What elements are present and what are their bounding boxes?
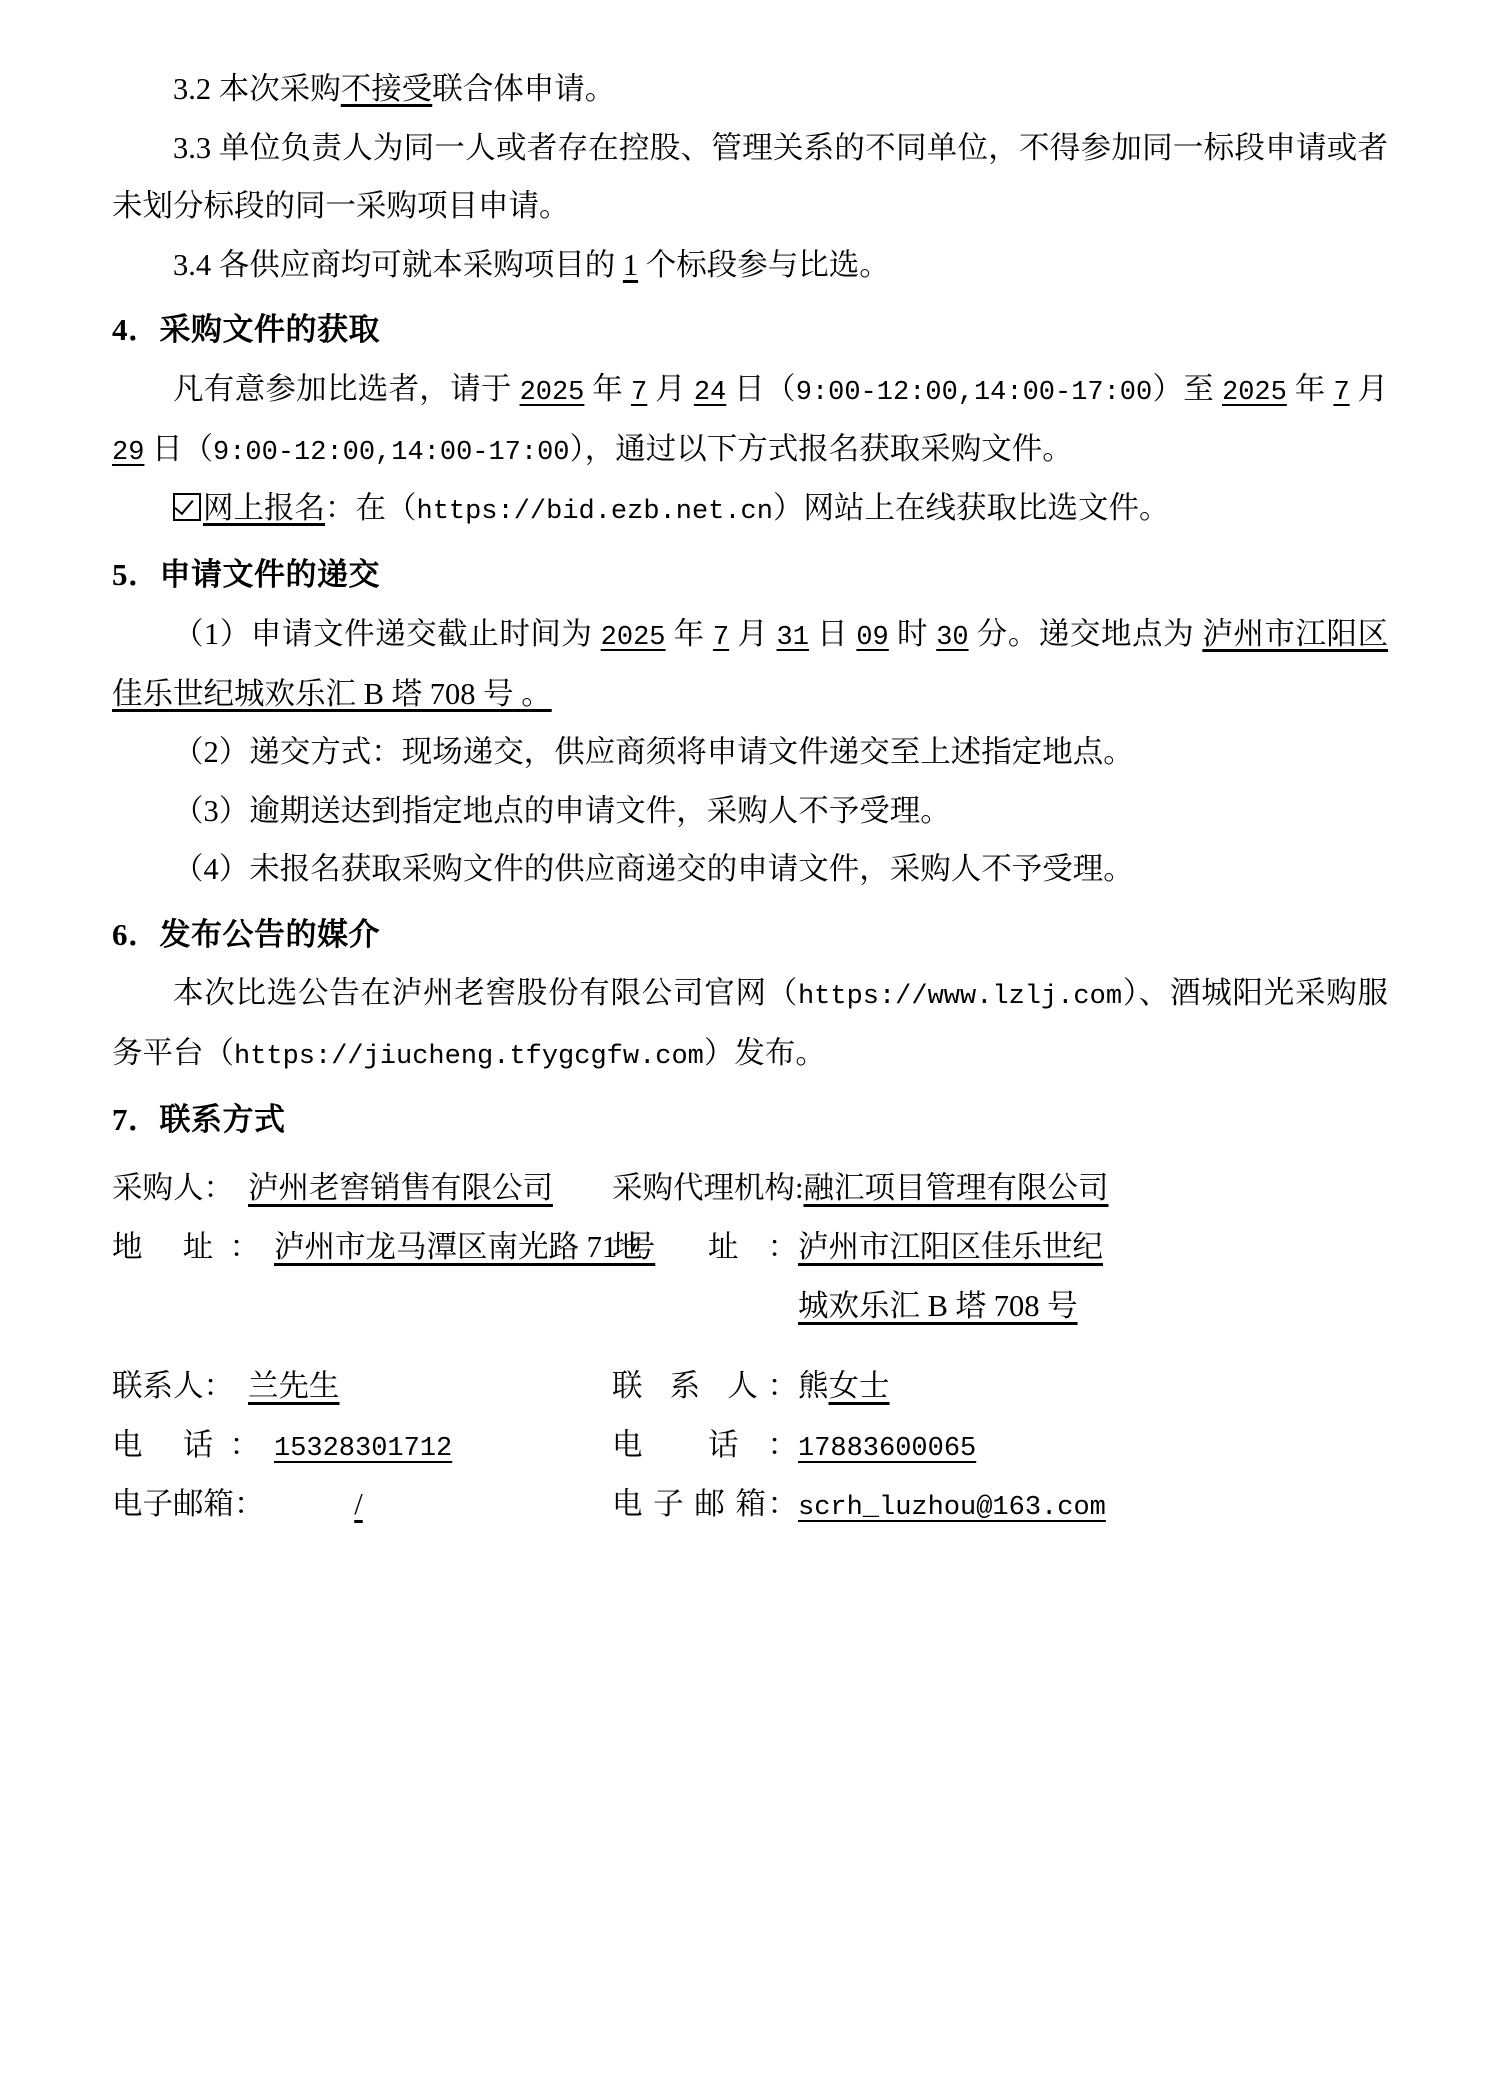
purchaser-email-label: 电子邮箱： [112, 1487, 265, 1522]
purchaser-address-value: 泸州市龙马潭区南光路 71 号 [274, 1229, 656, 1264]
section-7-heading: 7．联系方式 [112, 1101, 286, 1137]
contact-row-organization [112, 1159, 1388, 1218]
clause-3-3 [112, 119, 1388, 236]
contact-row-phone [112, 1416, 1388, 1476]
purchaser-email-field [112, 1475, 612, 1535]
deadline-year: 2025 [600, 622, 666, 653]
clause-3-3-number: 3.3 [173, 130, 212, 165]
agency-phone-label: 电 话： [612, 1427, 798, 1462]
s6-b: ）、酒城阳光采购服务平台（ [112, 976, 1389, 1071]
purchaser-value: 泸州老窖销售有限公司 [248, 1171, 553, 1206]
s4-p1-d: 日（ [726, 371, 796, 406]
s5-i1-f: 分。递交地点为 [968, 616, 1203, 651]
clause-3-2-number: 3.2 [173, 72, 212, 106]
clause-3-4-underline: 1 [622, 247, 639, 282]
contact-row-address [112, 1218, 1388, 1277]
agency-address-label: 地 址： [612, 1229, 798, 1264]
s4-start-hours: 9:00-12:00,14:00-17:00 [795, 377, 1153, 408]
section-5-heading: 5．申请文件的递交 [112, 557, 380, 593]
s4-end-year: 2025 [1222, 377, 1287, 408]
section-5-item-2: （2）递交方式：现场递交，供应商须将申请文件递交至上述指定地点。 [173, 735, 1134, 770]
contact-block [112, 1159, 1388, 1535]
purchaser-contact-label: 联系人： [112, 1369, 234, 1404]
s4-end-month: 7 [1333, 377, 1350, 408]
s4-p2-a: ：在（ [325, 491, 417, 526]
purchaser-address-label: 地 址： [112, 1229, 260, 1264]
agency-address-line2 [612, 1277, 1388, 1336]
section-5-item-1 [112, 605, 1388, 723]
platform-url: https://jiucheng.tfygcgfw.com [234, 1042, 704, 1073]
clause-3-2-text-after: 联合体申请。 [432, 72, 616, 106]
deadline-hour: 09 [856, 622, 889, 653]
clause-3-4-number: 3.4 [173, 247, 212, 282]
deadline-minute: 30 [936, 622, 969, 653]
agency-value: 融汇项目管理有限公司 [803, 1171, 1109, 1206]
section-5-item-3: （3）逾期送达到指定地点的申请文件，采购人不予受理。 [173, 793, 951, 828]
online-registration-label: 网上报名 [203, 491, 325, 526]
purchaser-phone-field [112, 1416, 612, 1476]
agency-contact-label: 联 系 人： [612, 1369, 798, 1404]
contact-row-address-continued [112, 1277, 1388, 1336]
checkbox-checked-icon[interactable] [173, 493, 201, 521]
clause-3-4-text-before: 各供应商均可就本采购项目的 [211, 247, 623, 282]
s4-p1-f: 年 [1286, 371, 1334, 406]
s4-end-hours: 9:00-12:00,14:00-17:00 [213, 437, 570, 468]
address-continued-spacer [112, 1277, 612, 1336]
clause-3-2 [112, 60, 1388, 119]
section-4-heading: 4．采购文件的获取 [112, 312, 380, 348]
section-4-online-registration [112, 479, 1388, 539]
purchaser-contact-field [112, 1357, 612, 1416]
purchaser-address-field [112, 1218, 656, 1277]
agency-phone-field [612, 1416, 1388, 1476]
s4-end-day: 29 [112, 437, 145, 468]
purchaser-label: 采购人： [112, 1171, 234, 1206]
section-6-paragraph [112, 964, 1388, 1084]
s5-i1-a: （1）申请文件递交截止时间为 [173, 616, 601, 651]
s4-p1-e: ）至 [1152, 371, 1222, 406]
agency-address-value-line2: 城欢乐汇 B 塔 708 号 [798, 1288, 1078, 1323]
clause-3-2-text-before: 本次采购 [211, 72, 341, 106]
s4-p1-b: 年 [584, 371, 632, 406]
agency-email-field [612, 1475, 1388, 1535]
deadline-day: 31 [776, 622, 809, 653]
clause-3-4 [112, 236, 1388, 295]
agency-address-value: 泸州市江阳区佳乐世纪 [798, 1229, 1103, 1264]
company-website-url: https://www.lzlj.com [797, 982, 1123, 1013]
s4-p1-h: 日（ [144, 431, 214, 466]
s6-a: 本次比选公告在泸州老窖股份有限公司官网（ [173, 976, 798, 1011]
purchaser-email-value: / [354, 1487, 363, 1522]
section-4-paragraph-1 [112, 360, 1388, 480]
contact-row-email [112, 1475, 1388, 1535]
clause-3-3-text: 单位负责人为同一人或者存在控股、管理关系的不同单位，不得参加同一标段申请或者未划分标段的同一采购项目申请。 [112, 130, 1388, 224]
agency-email-label: 电 子 邮 箱： [612, 1487, 798, 1522]
submission-address: 泸州市江阳区佳乐世纪城欢乐汇 B 塔 708 号 [112, 616, 1389, 711]
deadline-month: 7 [712, 622, 730, 653]
s4-start-month: 7 [631, 377, 648, 408]
agency-field [612, 1159, 1388, 1218]
agency-contact-value-b: 女士 [828, 1369, 890, 1404]
s4-p1-i: ），通过以下方式报名获取采购文件。 [569, 431, 1073, 466]
agency-label: 采购代理机构: [612, 1171, 804, 1206]
s5-i1-e: 时 [888, 616, 937, 651]
purchaser-contact-value: 兰先生 [248, 1369, 340, 1404]
contact-row-person [112, 1357, 1388, 1416]
section-5-item-4: （4）未报名获取采购文件的供应商递交的申请文件，采购人不予受理。 [173, 852, 1134, 887]
purchaser-phone-label: 电 话： [112, 1427, 260, 1462]
s4-p1-c: 月 [647, 371, 694, 406]
s5-i1-c: 月 [729, 616, 777, 651]
s6-c: ）发布。 [703, 1036, 826, 1071]
clause-3-2-underline: 不接受 [340, 72, 433, 106]
agency-contact-value-a: 熊 [798, 1369, 829, 1404]
agency-contact-field [612, 1357, 1388, 1416]
s5-i1-b: 年 [665, 616, 713, 651]
agency-phone-value: 17883600065 [798, 1433, 977, 1464]
purchaser-phone-value: 15328301712 [274, 1433, 453, 1464]
registration-url: https://bid.ezb.net.cn [416, 497, 773, 528]
s4-start-day: 24 [693, 377, 727, 408]
s5-i1-g: 。 [513, 676, 552, 711]
s4-p2-b: ）网站上在线获取比选文件。 [772, 491, 1170, 526]
purchaser-field [112, 1159, 612, 1218]
s5-i1-d: 日 [808, 616, 857, 651]
contact-spacer [112, 1335, 1388, 1357]
agency-address-field [612, 1218, 1388, 1277]
section-6-heading: 6．发布公告的媒介 [112, 916, 380, 952]
s4-p1-g: 月 [1349, 371, 1389, 406]
clause-3-4-text-after: 个标段参与比选。 [638, 247, 890, 282]
s4-p1-a: 凡有意参加比选者，请于 [173, 371, 520, 406]
s4-start-year: 2025 [519, 377, 585, 408]
agency-email-value: scrh_luzhou@163.com [798, 1493, 1106, 1524]
